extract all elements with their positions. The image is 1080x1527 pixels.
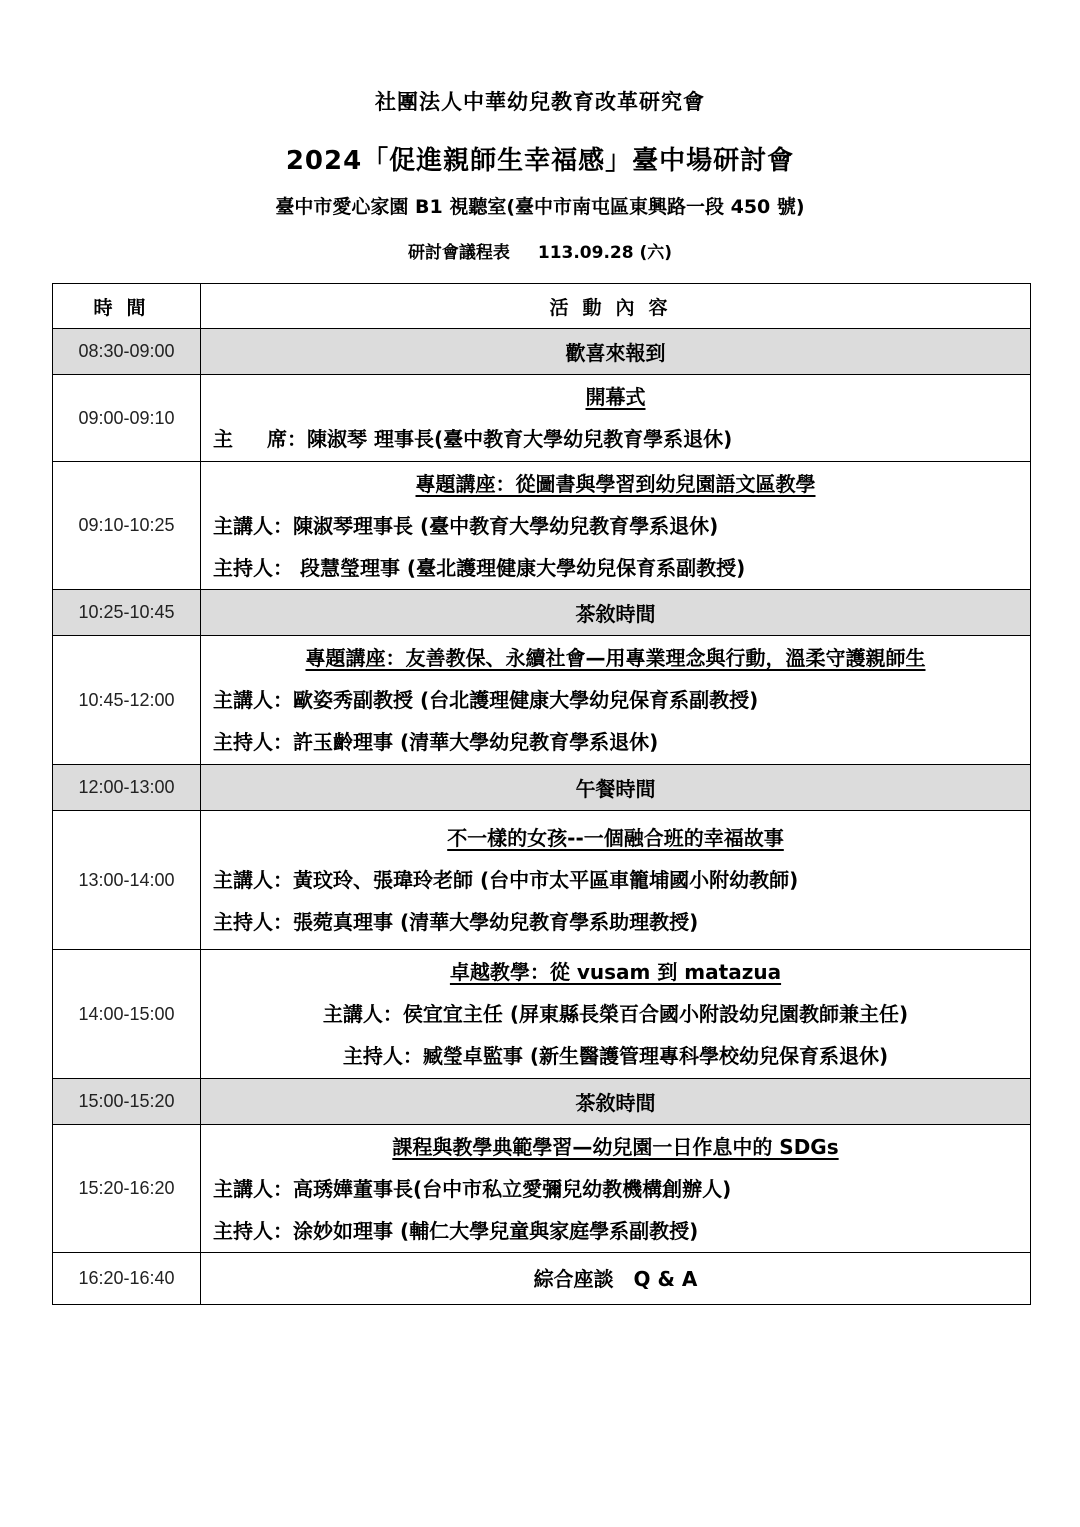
activity-cell	[201, 1125, 1031, 1253]
time-cell: 14:00-15:00	[53, 950, 201, 1079]
table-row	[53, 811, 1031, 950]
time-cell: 12:00-13:00	[53, 765, 201, 811]
time-cell: 08:30-09:00	[53, 329, 201, 375]
table-row	[53, 1079, 1031, 1125]
session-title: 卓越教學：從 vusam 到 matazua	[449, 960, 782, 984]
agenda-date: 113.09.28 (六)	[537, 243, 673, 263]
time-cell: 15:20-16:20	[53, 1125, 201, 1253]
time-cell: 10:25-10:45	[53, 590, 201, 636]
activity-cell	[201, 462, 1031, 590]
column-header-content: 活動內容	[201, 284, 1031, 329]
chair-label: 主	[213, 427, 233, 451]
session-speaker: 主講人：黃玟玲、張瑋玲老師 (台中市太平區車籠埔國小附幼教師)	[213, 868, 799, 892]
agenda-label: 研討會議程表	[407, 243, 510, 263]
session-host: 主持人： 段慧瑩理事 (臺北護理健康大學幼兒保育系副教授)	[213, 555, 746, 580]
session-title: 不一樣的女孩--一個融合班的幸福故事	[447, 826, 784, 850]
session-speaker: 主講人：陳淑琴理事長 (臺中教育大學幼兒教育學系退休)	[213, 513, 719, 538]
session-title: 專題講座：從圖書與學習到幼兒園語文區教學	[415, 471, 816, 496]
time-cell: 13:00-14:00	[53, 811, 201, 950]
table-row	[53, 1253, 1031, 1305]
table-row	[53, 329, 1031, 375]
session-host: 主持人：許玉齡理事 (清華大學幼兒教育學系退休)	[213, 730, 659, 754]
session-host: 主持人：涂妙如理事 (輔仁大學兒童與家庭學系副教授)	[213, 1218, 699, 1243]
activity-cell	[201, 950, 1031, 1079]
organization-title: 社團法人中華幼兒教育改革研究會	[375, 90, 705, 114]
chair-name: 陳淑琴 理事長(臺中教育大學幼兒教育學系退休)	[307, 427, 733, 451]
activity-cell: 歡喜來報到	[201, 329, 1031, 375]
session-title: 課程與教學典範學習—幼兒園一日作息中的 SDGs	[392, 1134, 839, 1159]
session-speaker: 主講人：高琇嬅董事長(台中市私立愛彌兒幼教機構創辦人)	[213, 1176, 732, 1201]
time-cell: 16:20-16:40	[53, 1253, 201, 1305]
venue-line: 臺中市愛心家園 B1 視聽室(臺中市南屯區東興路一段 450 號)	[275, 196, 805, 218]
time-cell: 09:00-09:10	[53, 375, 201, 462]
event-title: 2024「促進親師生幸福感」臺中場研討會	[285, 146, 795, 176]
session-speaker: 主講人：歐姿秀副教授 (台北護理健康大學幼兒保育系副教授)	[213, 688, 759, 712]
agenda-table	[52, 283, 1031, 1305]
time-cell: 09:10-10:25	[53, 462, 201, 590]
table-row	[53, 1125, 1031, 1253]
activity-cell	[201, 636, 1031, 765]
session-title: 專題講座：友善教保、永續社會—用專業理念與行動，溫柔守護親師生	[305, 646, 926, 670]
time-cell: 15:00-15:20	[53, 1079, 201, 1125]
chair-label-2: 席：	[267, 427, 307, 451]
activity-cell: 茶敘時間	[201, 1079, 1031, 1125]
table-header-row	[53, 284, 1031, 329]
activity-cell: 茶敘時間	[201, 590, 1031, 636]
session-host: 主持人：張菀真理事 (清華大學幼兒教育學系助理教授)	[213, 910, 699, 934]
activity-cell: 午餐時間	[201, 765, 1031, 811]
activity-cell: 綜合座談 Q & A	[201, 1253, 1031, 1305]
activity-cell	[201, 811, 1031, 950]
table-row	[53, 636, 1031, 765]
table-row	[53, 950, 1031, 1079]
table-row	[53, 462, 1031, 590]
session-speaker: 主講人：侯宜宜主任 (屏東縣長榮百合國小附設幼兒園教師兼主任)	[322, 1002, 909, 1026]
session-host: 主持人：臧瑩卓監事 (新生醫護管理專科學校幼兒保育系退休)	[342, 1044, 889, 1068]
session-title: 開幕式	[585, 385, 646, 409]
table-row	[53, 765, 1031, 811]
agenda-date-line	[0, 238, 1080, 263]
table-row	[53, 375, 1031, 462]
session-chair	[201, 418, 1030, 460]
time-cell: 10:45-12:00	[53, 636, 201, 765]
activity-cell	[201, 375, 1031, 462]
table-row	[53, 590, 1031, 636]
column-header-time: 時間	[53, 284, 201, 329]
